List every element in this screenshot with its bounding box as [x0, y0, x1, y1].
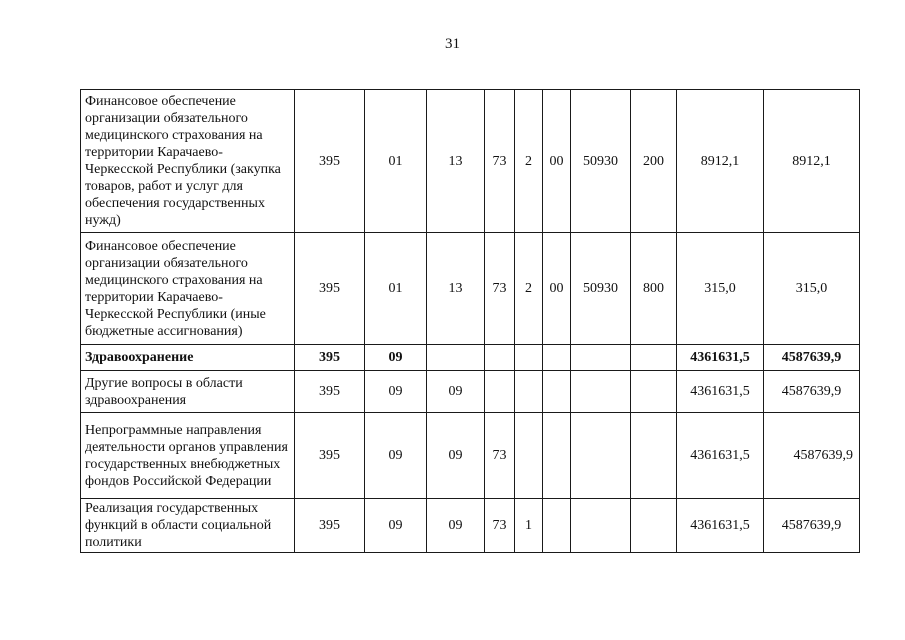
- code-cell: 395: [295, 233, 365, 345]
- amount-cell: 8912,1: [764, 90, 860, 233]
- code-cell: 800: [631, 233, 677, 345]
- amount-cell: 4361631,5: [677, 413, 764, 499]
- table-row: [81, 499, 860, 553]
- code-cell: [571, 371, 631, 413]
- row-name: Здравоохранение: [81, 345, 295, 371]
- code-cell: [571, 499, 631, 553]
- code-cell: 09: [365, 371, 427, 413]
- code-cell: 73: [485, 233, 515, 345]
- amount-cell: 4587639,9: [764, 413, 860, 499]
- table-row: [81, 90, 860, 233]
- code-cell: [485, 345, 515, 371]
- code-cell: [515, 371, 543, 413]
- code-cell: 01: [365, 233, 427, 345]
- code-cell: 395: [295, 371, 365, 413]
- amount-cell: 315,0: [764, 233, 860, 345]
- code-cell: 1: [515, 499, 543, 553]
- code-cell: [515, 345, 543, 371]
- amount-cell: 4587639,9: [764, 499, 860, 553]
- code-cell: [571, 345, 631, 371]
- row-name: Финансовое обеспечение организации обязательного медицинского страхования на территории Карачаево-Черкесской Республики (закупка товаров, работ и услуг для обеспечения государственных нужд): [81, 90, 295, 233]
- amount-cell: 4361631,5: [677, 499, 764, 553]
- code-cell: 395: [295, 90, 365, 233]
- code-cell: [543, 413, 571, 499]
- amount-cell: 4361631,5: [677, 345, 764, 371]
- row-name: Финансовое обеспечение организации обязательного медицинского страхования на территории Карачаево-Черкесской Республики (иные бюджетные ассигнования): [81, 233, 295, 345]
- code-cell: 01: [365, 90, 427, 233]
- code-cell: 13: [427, 90, 485, 233]
- code-cell: [427, 345, 485, 371]
- table-row: [81, 413, 860, 499]
- code-cell: [631, 413, 677, 499]
- code-cell: 2: [515, 90, 543, 233]
- row-name: Непрограммные направления деятельности органов управления государственных внебюджетных фондов Российской Федерации: [81, 413, 295, 499]
- code-cell: 50930: [571, 90, 631, 233]
- table-row: [81, 371, 860, 413]
- code-cell: [631, 371, 677, 413]
- code-cell: [543, 345, 571, 371]
- code-cell: [571, 413, 631, 499]
- code-cell: 09: [427, 499, 485, 553]
- budget-table: [80, 89, 860, 553]
- code-cell: 2: [515, 233, 543, 345]
- code-cell: 73: [485, 90, 515, 233]
- row-name: Другие вопросы в области здравоохранения: [81, 371, 295, 413]
- code-cell: 73: [485, 499, 515, 553]
- amount-cell: 4587639,9: [764, 345, 860, 371]
- code-cell: 00: [543, 233, 571, 345]
- code-cell: 200: [631, 90, 677, 233]
- code-cell: 13: [427, 233, 485, 345]
- amount-cell: 4587639,9: [764, 371, 860, 413]
- code-cell: 395: [295, 413, 365, 499]
- code-cell: 395: [295, 499, 365, 553]
- amount-cell: 315,0: [677, 233, 764, 345]
- code-cell: [515, 413, 543, 499]
- code-cell: [543, 371, 571, 413]
- code-cell: 09: [427, 413, 485, 499]
- code-cell: 09: [427, 371, 485, 413]
- table-row: [81, 345, 860, 371]
- code-cell: 09: [365, 499, 427, 553]
- code-cell: 09: [365, 413, 427, 499]
- code-cell: 09: [365, 345, 427, 371]
- code-cell: [631, 345, 677, 371]
- row-name: Реализация государственных функций в области социальной политики: [81, 499, 295, 553]
- code-cell: 395: [295, 345, 365, 371]
- page-number: 31: [445, 36, 460, 52]
- code-cell: [485, 371, 515, 413]
- code-cell: 00: [543, 90, 571, 233]
- code-cell: 73: [485, 413, 515, 499]
- amount-cell: 4361631,5: [677, 371, 764, 413]
- code-cell: [631, 499, 677, 553]
- code-cell: 50930: [571, 233, 631, 345]
- code-cell: [543, 499, 571, 553]
- table-row: [81, 233, 860, 345]
- amount-cell: 8912,1: [677, 90, 764, 233]
